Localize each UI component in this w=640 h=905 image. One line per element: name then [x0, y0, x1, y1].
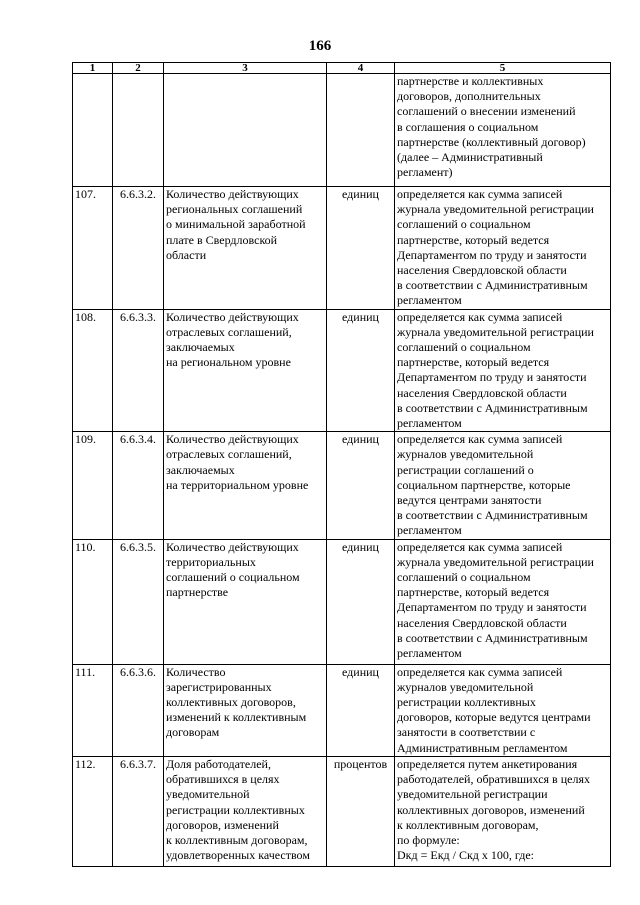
- text-line: Dкд = Екд / Скд x 100, где:: [397, 848, 534, 863]
- cell-num: [73, 74, 113, 187]
- text-line: зарегистрированных: [166, 679, 272, 694]
- text-line: регламентом: [397, 293, 462, 308]
- text-line: социальном партнерстве, которые: [397, 477, 571, 492]
- cell-method: [395, 187, 611, 310]
- text-line: партнерстве (коллективный договор): [397, 134, 586, 149]
- cell-method: [395, 309, 611, 432]
- text-line: соглашений о внесении изменений: [397, 104, 576, 119]
- text-line: изменений к коллективным: [166, 710, 307, 725]
- text-line: партнерстве, который ведется: [397, 232, 550, 247]
- text-line: регистрации коллективных: [166, 802, 305, 817]
- text-line: Количество действующих: [166, 187, 299, 201]
- text-line: регламент): [397, 165, 453, 180]
- text-line: отраслевых соглашений,: [166, 447, 292, 462]
- text-line: определяется как сумма записей: [397, 309, 563, 324]
- text-line: договоров, дополнительных: [397, 89, 541, 104]
- cell-num: 112.: [73, 756, 113, 866]
- text-line: Количество действующих: [166, 539, 299, 554]
- text-line: Количество: [166, 664, 226, 679]
- text-line: Административным регламентом: [397, 740, 568, 755]
- cell-unit: единиц: [327, 187, 395, 310]
- text-line: определяется путем анкетирования: [397, 756, 578, 771]
- text-line: Департаментом по труду и занятости: [397, 247, 587, 262]
- text-line: области: [166, 247, 207, 262]
- text-line: о минимальной заработной: [166, 217, 306, 232]
- text-line: заключаемых: [166, 462, 235, 477]
- table-row: [73, 309, 611, 432]
- cell-name: [164, 187, 327, 310]
- table-row: [73, 187, 611, 310]
- cell-code: [113, 74, 164, 187]
- cell-code: 6.6.3.7.: [113, 756, 164, 866]
- cell-method: [395, 756, 611, 866]
- text-line: на региональном уровне: [166, 355, 291, 370]
- text-line: в соответствии с Административным: [397, 400, 588, 415]
- cell-name: [164, 664, 327, 756]
- column-number-row: [73, 63, 611, 74]
- cell-method: [395, 74, 611, 187]
- cell-name: [164, 539, 327, 664]
- text-line: соглашений о социальном: [397, 340, 531, 355]
- text-line: Количество действующих: [166, 309, 299, 324]
- table-row: [73, 664, 611, 756]
- text-line: регламентом: [397, 646, 462, 661]
- cell-code: 6.6.3.6.: [113, 664, 164, 756]
- cell-num: 107.: [73, 187, 113, 310]
- table-row: [73, 756, 611, 866]
- text-line: Департаментом по труду и занятости: [397, 600, 587, 615]
- text-line: уведомительной регистрации: [397, 787, 548, 802]
- cell-unit: единиц: [327, 432, 395, 539]
- text-line: определяется как сумма записей: [397, 539, 563, 554]
- text-line: определяется как сумма записей: [397, 187, 563, 201]
- text-line: партнерстве и коллективных: [397, 74, 544, 88]
- text-line: в соответствии с Административным: [397, 630, 588, 645]
- text-line: регламентом: [397, 416, 462, 431]
- text-line: журнала уведомительной регистрации: [397, 202, 594, 217]
- text-line: в соответствии с Административным: [397, 278, 588, 293]
- text-line: регистрации коллективных: [397, 695, 536, 710]
- text-line: (далее – Административный: [397, 150, 543, 165]
- text-line: ведутся центрами занятости: [397, 493, 542, 508]
- column-header: 2: [113, 63, 164, 74]
- text-line: регистрации соглашений о: [397, 462, 534, 477]
- text-line: по формуле:: [397, 832, 460, 847]
- cell-num: 108.: [73, 309, 113, 432]
- cell-code: 6.6.3.5.: [113, 539, 164, 664]
- text-line: в соответствии с Административным: [397, 508, 588, 523]
- text-line: договорам: [166, 725, 220, 740]
- cell-num: 110.: [73, 539, 113, 664]
- text-line: журнала уведомительной регистрации: [397, 324, 594, 339]
- cell-unit: единиц: [327, 539, 395, 664]
- text-line: договоров, которые ведутся центрами: [397, 710, 591, 725]
- cell-code: 6.6.3.2.: [113, 187, 164, 310]
- column-header: 3: [164, 63, 327, 74]
- text-line: партнерстве, который ведется: [397, 355, 550, 370]
- text-line: Количество действующих: [166, 432, 299, 447]
- cell-num: 109.: [73, 432, 113, 539]
- cell-name: [164, 432, 327, 539]
- text-line: коллективных договоров, изменений: [397, 802, 585, 817]
- column-header: 4: [327, 63, 395, 74]
- cell-name: [164, 74, 327, 187]
- text-line: договоров, изменений: [166, 817, 279, 832]
- text-line: в соглашения о социальном: [397, 119, 539, 134]
- text-line: партнерстве, который ведется: [397, 585, 550, 600]
- text-line: обратившихся в целях: [166, 772, 280, 787]
- cell-code: 6.6.3.3.: [113, 309, 164, 432]
- text-line: соглашений о социальном: [166, 570, 300, 585]
- cell-name: [164, 309, 327, 432]
- continuation-row: [73, 74, 611, 187]
- table-row: [73, 432, 611, 539]
- text-line: журналов уведомительной: [397, 447, 534, 462]
- text-line: заключаемых: [166, 340, 235, 355]
- cell-unit: [327, 74, 395, 187]
- text-line: к коллективным договорам,: [397, 817, 539, 832]
- text-line: удовлетворенных качеством: [166, 848, 310, 863]
- text-line: работодателей, обратившихся в целях: [397, 772, 590, 787]
- text-line: Доля работодателей,: [166, 756, 271, 771]
- text-line: Департаментом по труду и занятости: [397, 370, 587, 385]
- cell-unit: единиц: [327, 664, 395, 756]
- text-line: занятости в соответствии с: [397, 725, 536, 740]
- text-line: коллективных договоров,: [166, 695, 296, 710]
- text-line: уведомительной: [166, 787, 250, 802]
- cell-method: [395, 432, 611, 539]
- column-header: 5: [395, 63, 611, 74]
- text-line: населения Свердловской области: [397, 263, 567, 278]
- text-line: региональных соглашений: [166, 202, 303, 217]
- text-line: определяется как сумма записей: [397, 664, 563, 679]
- text-line: на территориальном уровне: [166, 477, 309, 492]
- cell-method: [395, 664, 611, 756]
- cell-num: 111.: [73, 664, 113, 756]
- cell-unit: процентов: [327, 756, 395, 866]
- column-header: 1: [73, 63, 113, 74]
- text-line: партнерстве: [166, 585, 229, 600]
- cell-method: [395, 539, 611, 664]
- cell-unit: единиц: [327, 309, 395, 432]
- text-line: территориальных: [166, 554, 256, 569]
- text-line: населения Свердловской области: [397, 385, 567, 400]
- cell-name: [164, 756, 327, 866]
- text-line: журналов уведомительной: [397, 679, 534, 694]
- text-line: к коллективным договорам,: [166, 832, 308, 847]
- indicators-table: [72, 62, 611, 867]
- page-number: 166: [308, 38, 332, 54]
- text-line: журнала уведомительной регистрации: [397, 554, 594, 569]
- table-row: [73, 539, 611, 664]
- text-line: соглашений о социальном: [397, 570, 531, 585]
- text-line: определяется как сумма записей: [397, 432, 563, 447]
- cell-code: 6.6.3.4.: [113, 432, 164, 539]
- text-line: регламентом: [397, 523, 462, 538]
- text-line: населения Свердловской области: [397, 615, 567, 630]
- text-line: отраслевых соглашений,: [166, 324, 292, 339]
- text-line: соглашений о социальном: [397, 217, 531, 232]
- text-line: плате в Свердловской: [166, 232, 278, 247]
